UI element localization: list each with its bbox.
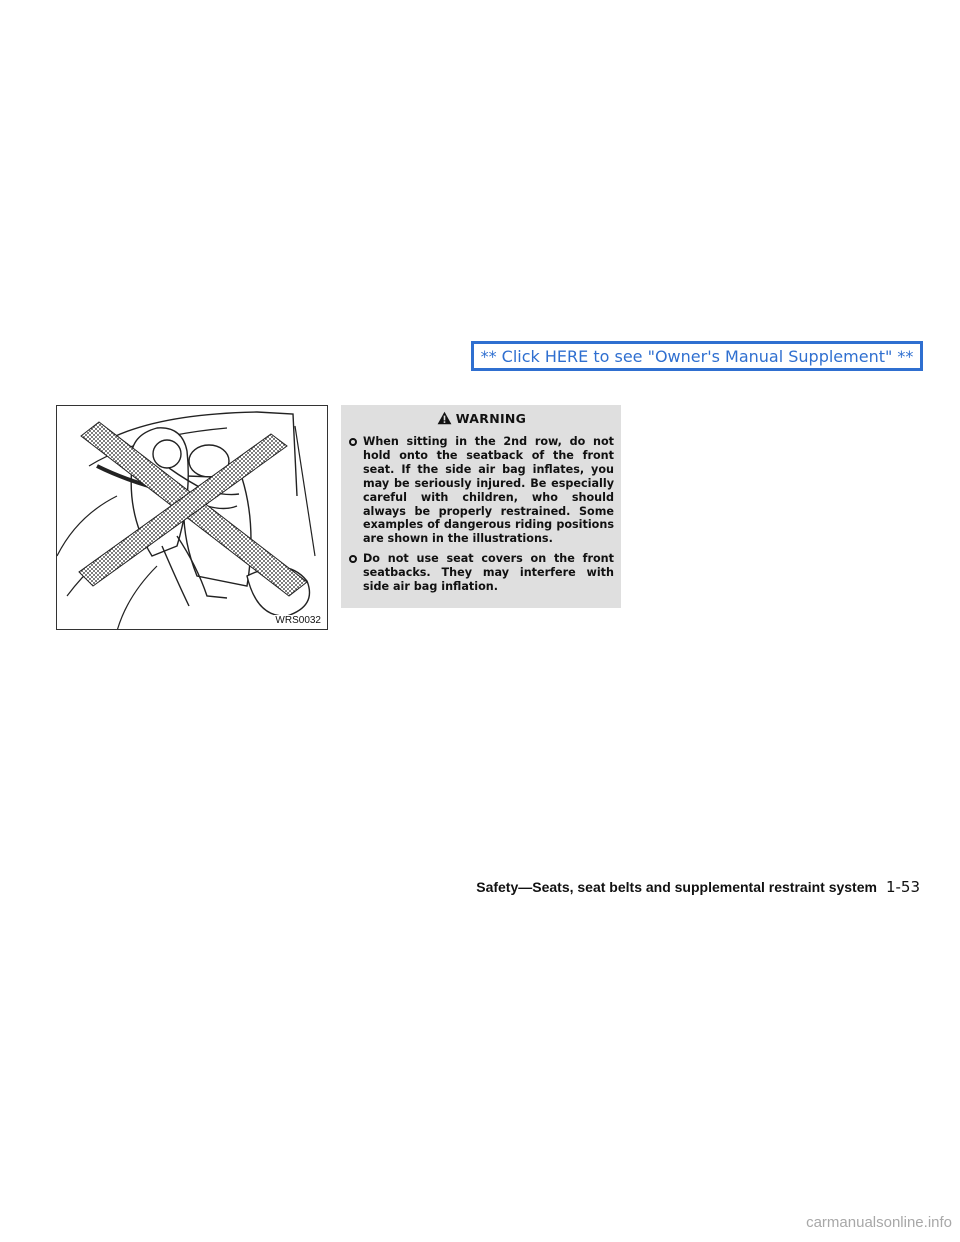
warning-triangle-icon: [437, 411, 452, 425]
figure-code: WRS0032: [275, 615, 321, 626]
page-number: 1-53: [885, 878, 920, 896]
owners-manual-supplement-link[interactable]: [471, 341, 923, 371]
bullet-icon: [349, 555, 357, 563]
warning-item: [349, 435, 614, 546]
page-footer: [476, 878, 920, 896]
bullet-icon: [349, 438, 357, 446]
warning-box: [341, 405, 621, 608]
crossed-out-passenger-illustration: [57, 406, 328, 630]
watermark: carmanualsonline.info: [806, 1214, 952, 1231]
footer-section-title: Safety—Seats, seat belts and supplemental restraint system: [476, 879, 877, 895]
warning-list: [349, 435, 614, 594]
warning-item-text: Do not use seat covers on the front seatbacks. They may interfere with side air bag inflation.: [363, 552, 614, 594]
warning-illustration: [56, 405, 328, 630]
supplement-link-label: ** Click HERE to see "Owner's Manual Supplement" **: [480, 346, 914, 366]
warning-header: [349, 405, 614, 431]
warning-title: WARNING: [455, 410, 527, 426]
warning-item: [349, 552, 614, 594]
warning-item-text: When sitting in the 2nd row, do not hold onto the seatback of the front seat. If the side air bag inflates, you may be seriously injured. Be especially careful with children, who should always be properly restrained. Some examples of dangerous riding positions are shown in the illustrations.: [363, 435, 614, 546]
